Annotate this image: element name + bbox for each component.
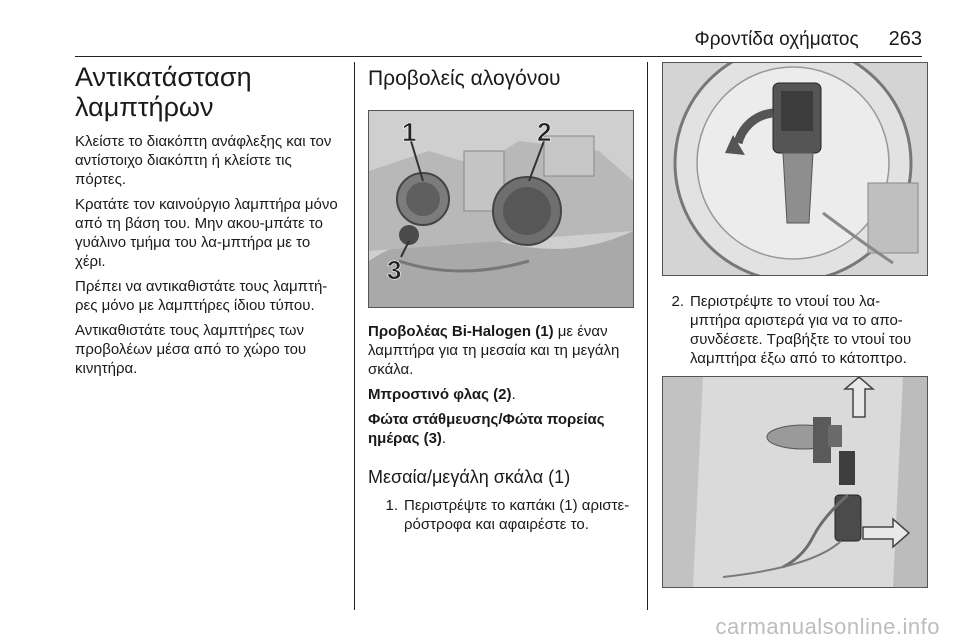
paragraph-ignition: Κλείστε το διακόπτη ανάφλεξης και τον αντίστοιχο διακόπτη ή κλείστε τις πόρτες. bbox=[75, 133, 332, 188]
step-1: 1. Περιστρέψτε το καπάκι (1) αριστε-ρόστροφα και αφαιρέστε το. bbox=[385, 497, 630, 533]
column-steps bbox=[662, 62, 928, 588]
paragraph-engine-bay: Αντικαθιστάτε τους λαμπτήρες των προβολέων μέσα από το χώρο του κινητήρα. bbox=[75, 322, 307, 377]
item-parking-drl: Φώτα στάθμευσης/Φώτα πορείας ημέρας (3). bbox=[368, 411, 605, 447]
column-divider-left bbox=[354, 62, 355, 610]
callout-1: 1 bbox=[402, 117, 417, 147]
bulb-removal-figure bbox=[662, 376, 928, 588]
section-heading: Αντικατάσταση λαμπτήρων bbox=[75, 62, 252, 122]
step-2: 2. Περιστρέψτε το ντουί του λα-μπτήρα αριστερά για να το απο-συνδέσετε. Τραβήξτε το ντουί του λαμπτήρα έξω από το κάτοπτρο. bbox=[671, 293, 912, 367]
low-high-beam-heading: Μεσαία/μεγάλη σκάλα (1) bbox=[368, 467, 571, 487]
page-number: 263 bbox=[888, 28, 922, 50]
item-front-indicator: Μπροστινό φλας (2). bbox=[368, 386, 516, 403]
callout-3: 3 bbox=[387, 255, 402, 285]
watermark: carmanualsonline.info bbox=[715, 614, 940, 639]
halogen-heading: Προβολείς αλογόνου bbox=[368, 67, 561, 90]
headlight-rear-figure bbox=[368, 110, 634, 308]
paragraph-hold-bulb: Κρατάτε τον καινούργιο λαμπτήρα μόνο από τη βάση του. Μην ακου-μπάτε το γυάλινο τμήμα του λα-μπτήρα με το χέρι. bbox=[75, 196, 338, 270]
section-title: Φροντίδα οχήματος bbox=[694, 29, 859, 50]
page-header bbox=[75, 28, 922, 57]
item-bi-halogen: Προβολέας Bi-Halogen (1) με έναν λαμπτήρα για τη μεσαία και τη μεγάλη σκάλα. bbox=[368, 323, 620, 378]
cap-removal-figure bbox=[662, 62, 928, 276]
column-halogen-headlights bbox=[368, 62, 636, 540]
paragraph-same-type: Πρέπει να αντικαθιστάτε τους λαμπτή-ρες μόνο με λαμπτήρες ίδιου τύπου. bbox=[75, 278, 328, 314]
column-bulb-replacement bbox=[75, 62, 343, 384]
callout-2: 2 bbox=[537, 117, 552, 147]
column-divider-right bbox=[647, 62, 648, 610]
